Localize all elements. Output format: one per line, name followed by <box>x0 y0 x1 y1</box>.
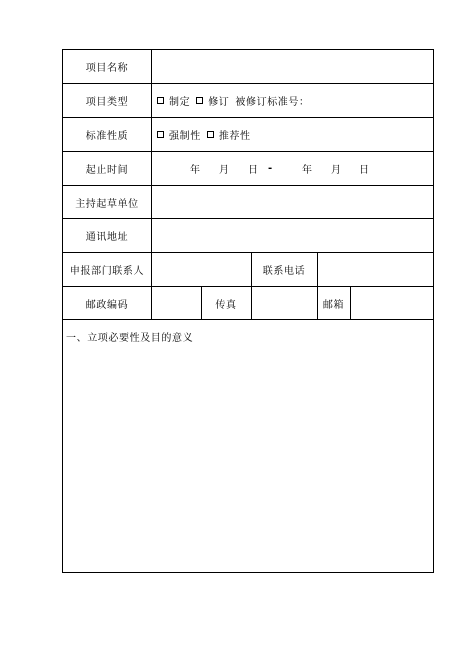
fax-label: 传真 <box>215 299 237 311</box>
end-month-label: 月 <box>331 165 341 176</box>
contact-person-label: 申报部门联系人 <box>63 253 152 286</box>
email-label: 邮箱 <box>322 299 345 311</box>
row-standard-nature <box>63 118 433 152</box>
address-label: 通讯地址 <box>63 219 152 252</box>
start-year-label: 年 <box>190 165 200 176</box>
checkbox-mandatory[interactable] <box>157 131 164 138</box>
drafting-unit-label: 主持起草单位 <box>63 186 152 218</box>
standard-nature-field <box>152 118 433 151</box>
checkbox-revise[interactable] <box>196 97 203 104</box>
end-day-label: 日 <box>359 165 369 176</box>
row-postal <box>63 287 433 320</box>
section-necessity-purpose-title: 一、立项必要性及目的意义 <box>66 333 194 344</box>
option-mandatory-label: 强制性 <box>169 131 201 142</box>
project-type-field <box>152 84 433 117</box>
phone-field[interactable] <box>317 253 433 286</box>
period-label: 起止时间 <box>63 152 152 185</box>
section-necessity-purpose[interactable] <box>63 320 433 572</box>
project-name-field[interactable] <box>152 50 433 83</box>
address-field[interactable] <box>152 219 433 252</box>
period-separator: - <box>268 163 273 174</box>
row-contact <box>63 253 433 287</box>
row-project-type <box>63 84 433 118</box>
phone-label: 联系电话 <box>262 266 306 277</box>
option-revise-label: 修订 <box>208 97 230 108</box>
postal-code-label: 邮政编码 <box>63 287 152 319</box>
email-field[interactable] <box>350 287 433 319</box>
drafting-unit-field[interactable] <box>152 186 433 218</box>
contact-person-field[interactable] <box>152 253 251 286</box>
checkbox-recommended[interactable] <box>207 131 214 138</box>
row-address <box>63 219 433 253</box>
option-recommended-label: 推荐性 <box>218 131 251 142</box>
start-day-label: 日 <box>248 165 258 176</box>
project-type-label: 项目类型 <box>63 84 152 117</box>
option-formulate-label: 制定 <box>169 97 191 108</box>
project-application-form <box>62 49 434 573</box>
row-drafting-unit <box>63 186 433 219</box>
row-project-name <box>63 50 433 84</box>
start-month-label: 月 <box>219 165 229 176</box>
checkbox-formulate[interactable] <box>157 97 164 104</box>
row-period <box>63 152 433 186</box>
revised-standard-number-label: 被修订标准号： <box>235 97 310 108</box>
project-name-label: 项目名称 <box>63 50 152 83</box>
end-year-label: 年 <box>302 165 312 176</box>
standard-nature-label: 标准性质 <box>63 118 152 151</box>
fax-field[interactable] <box>251 287 317 319</box>
postal-code-field[interactable] <box>152 287 201 319</box>
